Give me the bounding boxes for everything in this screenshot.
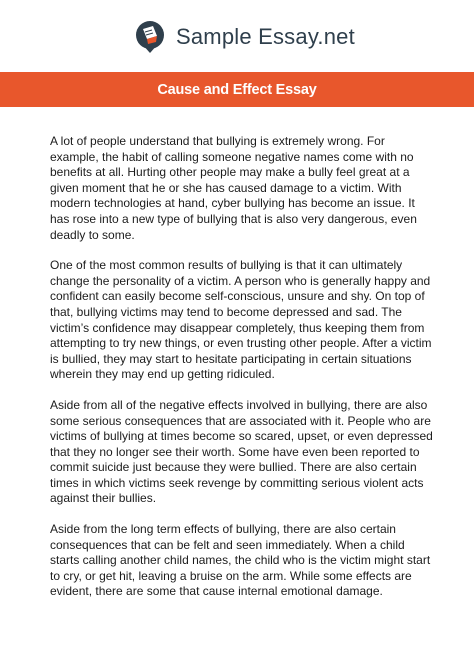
site-header xyxy=(0,0,474,70)
essay-paragraph-4: Aside from the long term effects of bullying, there are also certain consequences that can be felt and seen immediately. When a child starts calling another child names, the child who is the victim might start to cry, or get hit, leaving a bruise on the arm. While some effects are evident, there are some that cause internal emotional damage. xyxy=(50,522,431,599)
map-pin-document-icon xyxy=(133,20,167,54)
essay-body xyxy=(50,134,435,615)
essay-paragraph-2: One of the most common results of bullying is that it can ultimately change the personality of a victim. A person who is generally happy and confident can easily become self-conscious, unsure and shy. On top of that, bullying victims may tend to become depressed and sad. The victim’s confidence may disappear completely, thus keeping them from attempting to try new things, or even trusting other people. After a victim is bullied, they may start to hesitate participating in certain situations wherein they may end up getting ridiculed. xyxy=(50,258,432,382)
essay-paragraph-3: Aside from all of the negative effects involved in bullying, there are also some serious consequences that are associated with it. People who are victims of bullying at times become so scared, upset, or even depressed that they no longer see their worth. Some have even been reported to commit suicide just because they were bullied. There are also certain times in which victims seek revenge by committing serious violent acts against their bullies. xyxy=(50,397,433,506)
essay-paragraph-1: A lot of people understand that bullying is extremely wrong. For example, the habit of calling someone negative names come with no benefits at all. Hurting other people may make a bully feel great at a given moment that he or she has caused damage to a victim. With modern technologies at hand, cyber bullying has become an issue. It has rose into a new type of bullying that is also very dangerous, even deadly to some. xyxy=(50,134,417,242)
brand-name: Sample Essay.net xyxy=(176,24,355,49)
title-banner xyxy=(0,72,474,107)
site-logo[interactable] xyxy=(133,20,355,54)
essay-title: Cause and Effect Essay xyxy=(157,81,317,98)
